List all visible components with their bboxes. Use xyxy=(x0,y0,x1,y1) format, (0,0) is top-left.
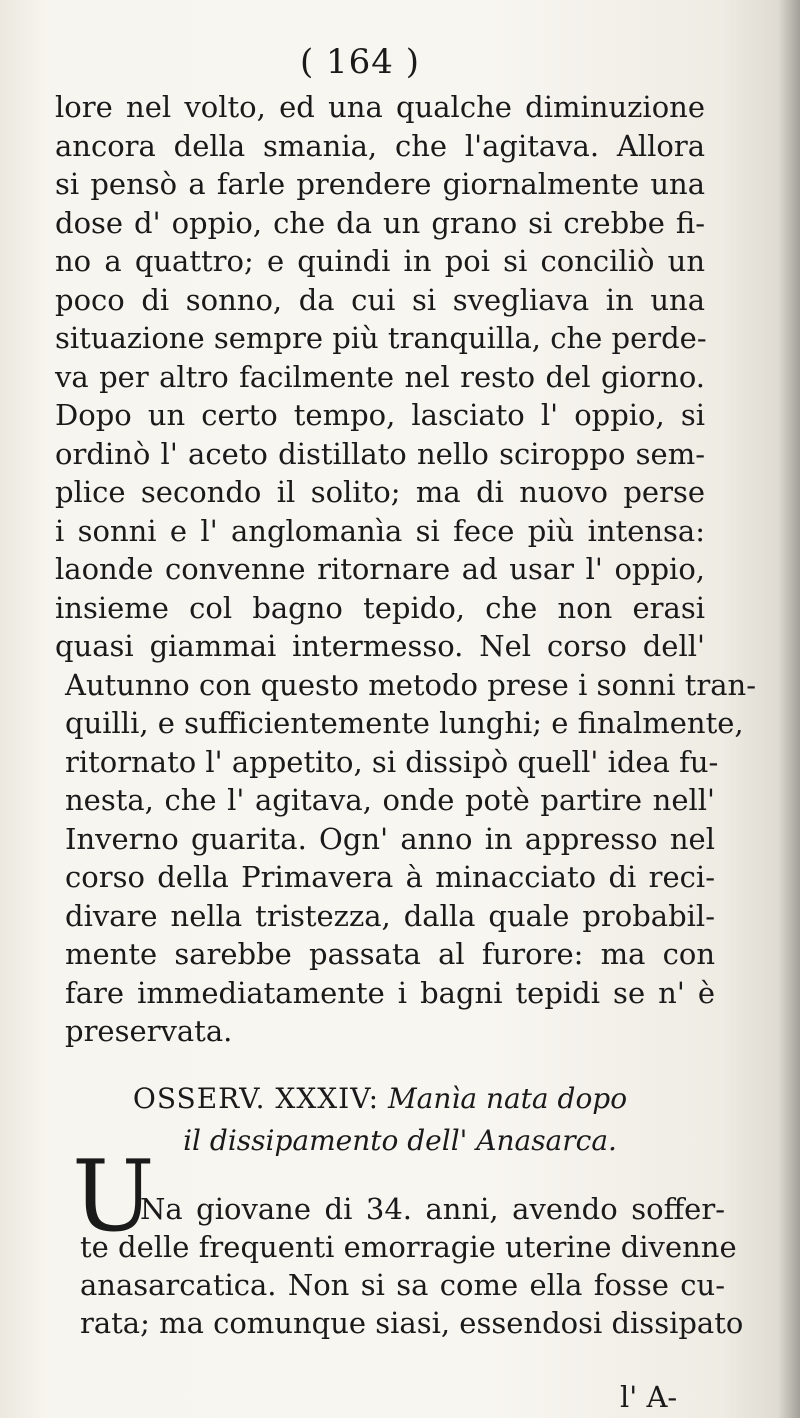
text-line: plice secondo il solito; ma di nuovo perse xyxy=(55,475,705,509)
text-line: Autunno con questo metodo prese i sonni tran- xyxy=(65,667,757,702)
text-line: rata; ma comunque siasi, essendosi dissipato xyxy=(80,1306,744,1340)
text-line: no a quattro; e quindi in poi si conciliò un xyxy=(55,244,705,278)
text-line: poco di sonno, da cui si svegliava in una xyxy=(55,282,705,317)
text-line: Inverno guarita. Ogn' anno in appresso nel xyxy=(65,821,715,856)
text-line: va per altro facilmente nel resto del giorno. xyxy=(55,359,705,394)
text-line: anasarcatica. Non si sa come ella fosse cu- xyxy=(80,1268,725,1302)
text-line: ancora della smania, che l'agitava. Allora xyxy=(55,128,705,163)
text-line: Dopo un certo tempo, lasciato l' oppio, si xyxy=(55,398,705,432)
text-line: ritornato l' appetito, si dissipò quell' idea fu- xyxy=(65,744,719,779)
text-line: corso della Primavera à minacciato di reci- xyxy=(65,860,715,894)
page-edge-shadow xyxy=(778,0,800,1418)
text-line: ordinò l' aceto distillato nello sciroppo sem- xyxy=(55,436,705,471)
observation-title-line1: Manìa nata dopo xyxy=(388,1082,628,1115)
observation-heading xyxy=(0,1082,760,1115)
text-line: situazione sempre più tranquilla, che perde- xyxy=(55,321,707,355)
text-line: insieme col bagno tepido, che non erasi xyxy=(55,590,705,625)
text-line: lore nel volto, ed una qualche diminuzione xyxy=(55,90,705,124)
text-line: fare immediatamente i bagni tepidi se n' è xyxy=(65,975,715,1010)
catchword: l' A- xyxy=(620,1380,678,1414)
text-line: mente sarebbe passata al furore: ma con xyxy=(65,937,715,971)
text-line: laonde convenne ritornare ad usar l' oppio, xyxy=(55,552,705,586)
text-line: quilli, e sufficientemente lunghi; e finalmente, xyxy=(65,706,744,740)
text-line: dose d' oppio, che da un grano si crebbe fi- xyxy=(55,205,705,240)
drop-cap: U xyxy=(72,1140,155,1254)
observation-title-line2: il dissipamento dell' Anasarca. xyxy=(183,1124,617,1157)
text-line: divare nella tristezza, dalla quale probabil- xyxy=(65,898,715,933)
text-line: preservata. xyxy=(65,1014,233,1048)
page-number: ( 164 ) xyxy=(299,42,421,82)
text-line: si pensò a farle prendere giornalmente una xyxy=(55,167,705,201)
text-line: nesta, che l' agitava, onde potè partire nell' xyxy=(65,783,715,817)
text-line: Na giovane di 34. anni, avendo soffer- xyxy=(140,1192,725,1226)
text-line: te delle frequenti emorragie uterine divenne xyxy=(80,1230,737,1264)
text-line: quasi giammai intermesso. Nel corso dell' xyxy=(55,629,705,663)
text-line: i sonni e l' anglomanìa si fece più intensa: xyxy=(55,513,705,548)
observation-label: OSSERV. XXXIV: xyxy=(132,1082,380,1115)
